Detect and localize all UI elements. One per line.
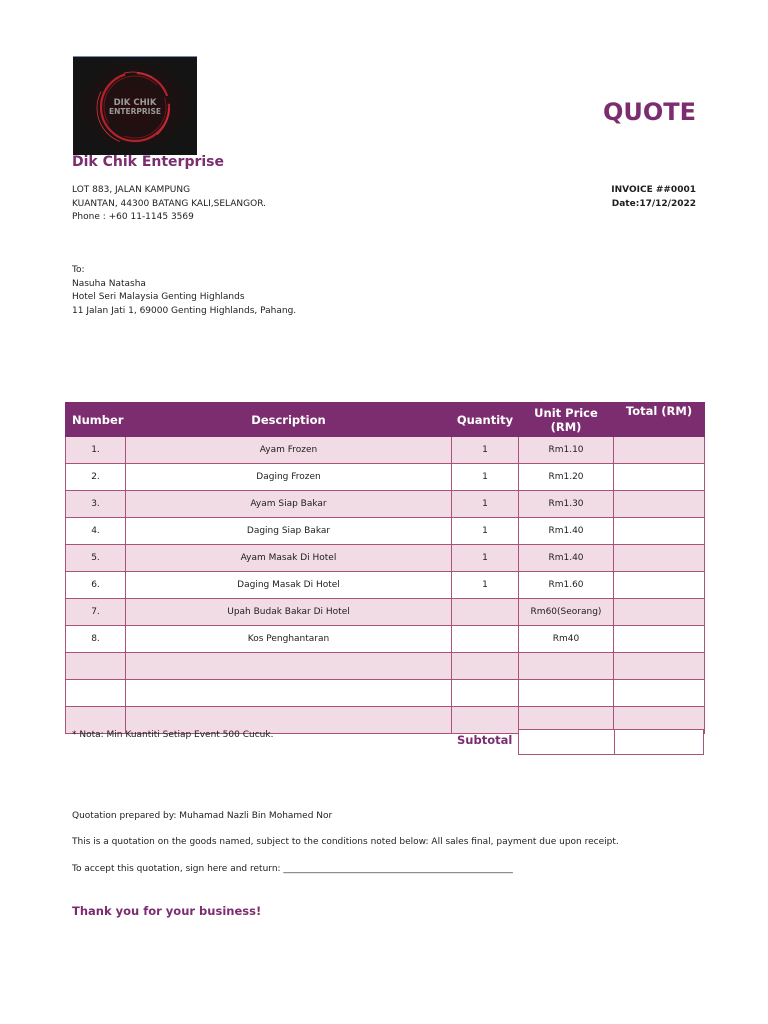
- cell-number: [66, 653, 126, 680]
- bill-to-line2: 11 Jalan Jati 1, 69000 Genting Highlands, Pahang.: [72, 305, 297, 316]
- invoice-number: INVOICE ##0001: [611, 185, 696, 195]
- cell-description: Ayam Siap Bakar: [126, 491, 452, 518]
- table-row: [66, 572, 705, 599]
- cell-total: [614, 545, 705, 572]
- column-header-total: Total (RM): [614, 403, 705, 437]
- cell-quantity: 1: [452, 572, 519, 599]
- cell-unit-price: Rm60(Seorang): [519, 599, 614, 626]
- subtotal-label: Subtotal: [457, 733, 513, 747]
- cell-description: Daging Frozen: [126, 464, 452, 491]
- company-address-line1: LOT 883, JALAN KAMPUNG: [72, 185, 191, 195]
- cell-quantity: [452, 626, 519, 653]
- invoice-info-block: [611, 184, 696, 211]
- cell-quantity: 1: [452, 464, 519, 491]
- column-header-description: Description: [126, 403, 452, 437]
- cell-total: [614, 626, 705, 653]
- table-row: [66, 680, 705, 707]
- cell-total: [614, 491, 705, 518]
- table-row: [66, 626, 705, 653]
- cell-number: 6.: [66, 572, 126, 599]
- cell-description: Ayam Frozen: [126, 437, 452, 464]
- bill-to-label: To:: [72, 265, 85, 275]
- cell-unit-price: Rm1.10: [519, 437, 614, 464]
- subtotal-unit-price-cell: [518, 729, 615, 755]
- column-header-quantity: Quantity: [452, 403, 519, 437]
- cell-description: Kos Penghantaran: [126, 626, 452, 653]
- cell-number: 5.: [66, 545, 126, 572]
- column-header-number: Number: [66, 403, 126, 437]
- document-title: QUOTE: [602, 98, 696, 126]
- cell-description: Daging Siap Bakar: [126, 518, 452, 545]
- cell-number: 2.: [66, 464, 126, 491]
- invoice-date: Date:17/12/2022: [611, 198, 696, 209]
- note-text: * Nota: Min Kuantiti Setiap Event 500 Cucuk.: [72, 730, 274, 740]
- company-name: Dik Chik Enterprise: [72, 154, 225, 170]
- cell-quantity: [452, 653, 519, 680]
- table-row: [66, 491, 705, 518]
- company-address-line2: KUANTAN, 44300 BATANG KALI,SELANGOR.: [72, 198, 266, 209]
- signature-line-text: To accept this quotation, sign here and return: ___________________________________________________: [72, 864, 513, 874]
- company-logo: [73, 56, 197, 155]
- cell-number: [66, 680, 126, 707]
- cell-description: [126, 680, 452, 707]
- bill-to-name: Nasuha Natasha: [72, 278, 146, 289]
- cell-quantity: 1: [452, 437, 519, 464]
- cell-description: Daging Masak Di Hotel: [126, 572, 452, 599]
- bill-to-block: [72, 264, 296, 318]
- cell-quantity: 1: [452, 545, 519, 572]
- table-row: [66, 464, 705, 491]
- cell-unit-price: Rm40: [519, 626, 614, 653]
- table-row: [66, 437, 705, 464]
- cell-quantity: [452, 680, 519, 707]
- logo-text-line2: ENTERPRISE: [108, 107, 162, 116]
- cell-description: Upah Budak Bakar Di Hotel: [126, 599, 452, 626]
- table-row: [66, 518, 705, 545]
- column-header-unit-price: Unit Price (RM): [519, 403, 614, 437]
- cell-quantity: [452, 599, 519, 626]
- logo-text-line1: DIK CHIK: [113, 98, 157, 108]
- quote-items-table: [65, 402, 705, 734]
- conditions-text: This is a quotation on the goods named, subject to the conditions noted below: All sales final, payment due upon receipt.: [72, 837, 619, 847]
- company-phone: Phone : +60 11-1145 3569: [72, 212, 194, 222]
- bill-to-line1: Hotel Seri Malaysia Genting Highlands: [72, 292, 245, 302]
- cell-total: [614, 464, 705, 491]
- cell-total: [614, 437, 705, 464]
- cell-number: 7.: [66, 599, 126, 626]
- cell-total: [614, 653, 705, 680]
- cell-number: 8.: [66, 626, 126, 653]
- cell-unit-price: Rm1.30: [519, 491, 614, 518]
- cell-quantity: 1: [452, 518, 519, 545]
- cell-unit-price: [519, 653, 614, 680]
- cell-number: 1.: [66, 437, 126, 464]
- table-row: [66, 599, 705, 626]
- cell-unit-price: Rm1.60: [519, 572, 614, 599]
- table-row: [66, 545, 705, 572]
- cell-total: [614, 680, 705, 707]
- cell-unit-price: Rm1.40: [519, 545, 614, 572]
- cell-total: [614, 572, 705, 599]
- cell-unit-price: Rm1.40: [519, 518, 614, 545]
- table-body: [66, 437, 705, 734]
- prepared-by-text: Quotation prepared by: Muhamad Nazli Bin Mohamed Nor: [72, 811, 333, 821]
- cell-unit-price: Rm1.20: [519, 464, 614, 491]
- logo-ring-graphic: [73, 57, 197, 155]
- company-address-block: [72, 184, 266, 225]
- table-row: [66, 653, 705, 680]
- cell-unit-price: [519, 680, 614, 707]
- cell-number: 3.: [66, 491, 126, 518]
- cell-description: Ayam Masak Di Hotel: [126, 545, 452, 572]
- cell-total: [614, 599, 705, 626]
- cell-quantity: [452, 707, 519, 734]
- subtotal-total-cell: [614, 729, 704, 755]
- cell-number: 4.: [66, 518, 126, 545]
- cell-total: [614, 518, 705, 545]
- thank-you-text: Thank you for your business!: [72, 904, 262, 918]
- table-header-row: [66, 403, 705, 437]
- cell-quantity: 1: [452, 491, 519, 518]
- cell-description: [126, 653, 452, 680]
